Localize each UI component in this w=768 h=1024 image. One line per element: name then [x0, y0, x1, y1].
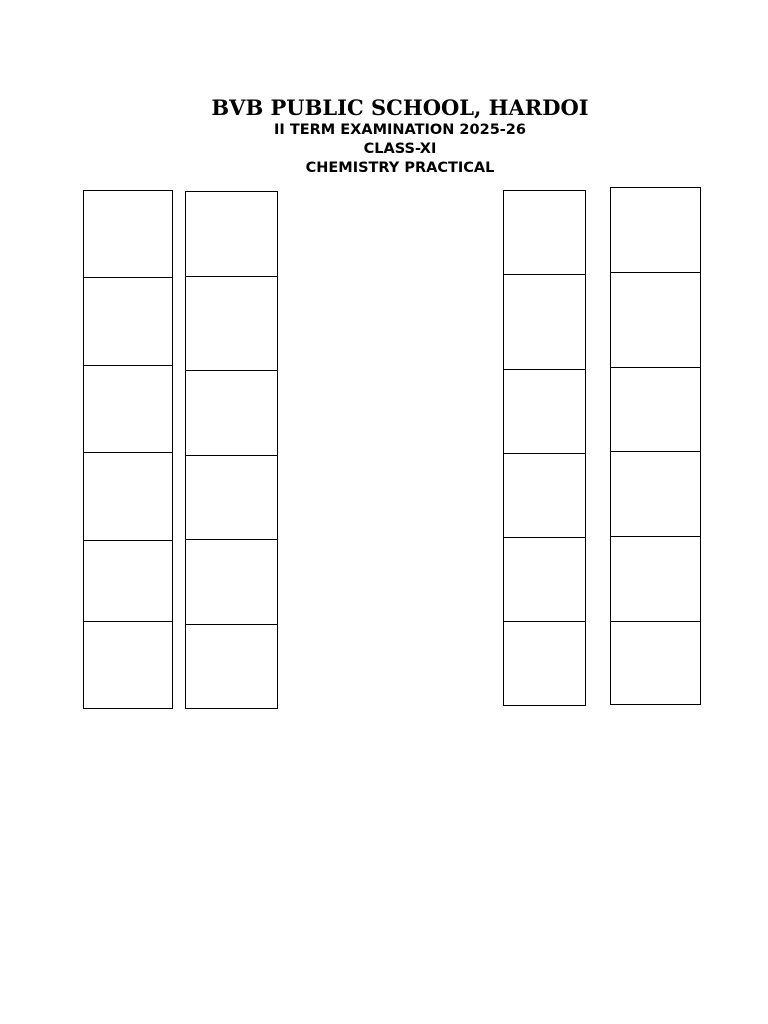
seat-box [84, 191, 172, 278]
seat-box [611, 621, 700, 706]
seat-box [84, 621, 172, 710]
class-label: CLASS-XI [363, 141, 437, 157]
seat-box [611, 188, 700, 273]
seat-box [611, 536, 700, 622]
seat-box [186, 539, 277, 625]
seat-box [611, 451, 700, 537]
seat-box [186, 624, 277, 710]
seat-box [186, 370, 277, 456]
seat-box [84, 277, 172, 366]
seat-box [504, 453, 585, 538]
seat-box [611, 367, 700, 452]
seat-box [186, 276, 277, 371]
seat-column-3 [503, 190, 586, 706]
seat-box [504, 621, 585, 707]
seat-box [504, 191, 585, 275]
seat-box [84, 365, 172, 453]
seat-box [186, 455, 277, 540]
seat-box [504, 274, 585, 370]
school-name: BVB PUBLIC SCHOOL, HARDOI [211, 95, 589, 120]
seat-box [504, 369, 585, 454]
seat-box [84, 452, 172, 541]
seat-box [186, 192, 277, 277]
subject-label: CHEMISTRY PRACTICAL [305, 160, 495, 176]
exam-title: II TERM EXAMINATION 2025-26 [274, 122, 526, 138]
seat-column-4 [610, 187, 701, 705]
seat-box [504, 537, 585, 622]
seat-column-2 [185, 191, 278, 709]
seat-box [84, 540, 172, 622]
seat-column-1 [83, 190, 173, 709]
seat-box [611, 272, 700, 368]
